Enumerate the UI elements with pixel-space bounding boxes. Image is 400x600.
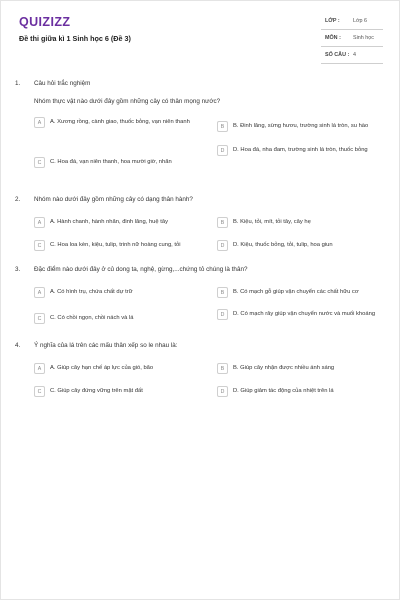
meta-label-subject: MÔN : (325, 35, 341, 41)
question-4 (1, 342, 400, 402)
option-letter: B (217, 121, 228, 132)
option-text: A. Hành chanh, hành nhãn, đinh lăng, huệ tây (50, 219, 168, 226)
option-letter: C (34, 386, 45, 397)
question-2 (1, 196, 400, 256)
option-text: C. Giúp cây đứng vững trên mặt đất (50, 388, 143, 395)
option-letter: D (217, 240, 228, 251)
meta-value-question-count: 4 (353, 52, 356, 58)
option-a[interactable] (34, 363, 214, 374)
option-d[interactable] (217, 145, 393, 156)
option-d[interactable] (217, 386, 393, 397)
option-letter: B (217, 363, 228, 374)
option-text: B. Đinh lăng, sừng hươu, trường sinh lá tròn, su hào (233, 123, 369, 130)
quizizz-logo: QUIZIZZ (19, 15, 71, 29)
question-text: Ý nghĩa của lá trên các mấu thân xếp so le nhau là: (34, 342, 178, 349)
option-text: A. Xương rồng, cành giao, thuốc bỏng, vạn niên thanh (50, 119, 190, 126)
question-section-label: Câu hỏi trắc nghiệm (34, 80, 91, 87)
meta-label-question-count: SỐ CÂU : (325, 52, 350, 58)
question-text: Đặc điểm nào dưới đây ở củ dong ta, nghệ, gừng,...chứng tỏ chúng là thân? (34, 266, 248, 273)
meta-value-class: Lớp 6 (353, 18, 368, 24)
question-text: Nhóm nào dưới đây gồm những cây có dạng thân hành? (34, 196, 193, 203)
option-text: A. Giúp cây hạn chế áp lực của gió, bão (50, 365, 154, 372)
option-letter: D (217, 386, 228, 397)
option-c[interactable] (34, 157, 214, 168)
option-text: C. Hoa đá, vạn niên thanh, hoa mười giờ, nhãn (50, 159, 172, 166)
option-c[interactable] (34, 313, 214, 324)
option-letter: D (217, 309, 228, 320)
meta-row-subject (321, 30, 383, 47)
option-letter: A (34, 363, 45, 374)
option-text: B. Kiệu, tỏi, mít, tỏi tây, cây hẹ (233, 219, 311, 226)
option-text: B. Có mạch gỗ giúp vận chuyển các chất hữu cơ (233, 289, 359, 296)
question-3 (1, 266, 400, 331)
option-a[interactable] (34, 287, 214, 298)
option-text: C. Hoa loa kèn, kiệu, tulip, trinh nữ hoàng cung, tỏi (50, 242, 181, 249)
option-text: A. Có hình trụ, chứa chất dự trữ (50, 289, 133, 296)
question-text: Nhóm thực vật nào dưới đây gồm những cây có thân mọng nước? (34, 98, 221, 105)
option-d[interactable] (217, 240, 393, 251)
option-a[interactable] (34, 217, 214, 228)
question-number: 2. (15, 196, 21, 203)
option-b[interactable] (217, 121, 393, 132)
option-b[interactable] (217, 287, 393, 298)
option-a[interactable] (34, 117, 214, 128)
option-letter: C (34, 313, 45, 324)
option-text: D. Giúp giảm tác động của nhiệt trên lá (233, 388, 334, 395)
option-b[interactable] (217, 217, 393, 228)
option-letter: D (217, 145, 228, 156)
option-text: D. Hoa đá, nha đam, trường sinh lá tròn, thuốc bỏng (233, 147, 368, 154)
option-letter: B (217, 217, 228, 228)
option-letter: A (34, 217, 45, 228)
option-letter: A (34, 287, 45, 298)
option-text: B. Giúp cây nhận được nhiều ánh sáng (233, 365, 335, 372)
question-number: 4. (15, 342, 21, 349)
option-letter: A (34, 117, 45, 128)
option-text: D. Kiệu, thuốc bỏng, tỏi, tulip, hoa giun (233, 242, 333, 249)
worksheet-title: Đề thi giữa kì 1 Sinh học 6 (Đề 3) (19, 34, 131, 43)
meta-table (321, 13, 383, 64)
option-c[interactable] (34, 386, 214, 397)
option-c[interactable] (34, 240, 214, 251)
option-letter: B (217, 287, 228, 298)
option-text: C. Có chồi ngọn, chồi nách và lá (50, 315, 134, 322)
option-letter: C (34, 157, 45, 168)
meta-value-subject: Sinh học (353, 35, 374, 41)
question-number: 1. (15, 80, 21, 87)
meta-row-question-count (321, 47, 383, 64)
option-d[interactable] (217, 309, 393, 320)
meta-row-class (321, 13, 383, 30)
meta-label-class: LỚP : (325, 18, 340, 24)
option-letter: C (34, 240, 45, 251)
question-number: 3. (15, 266, 21, 273)
option-b[interactable] (217, 363, 393, 374)
option-text: D. Có mạch rây giúp vận chuyển nước và muối khoáng (233, 311, 376, 318)
question-1 (1, 80, 400, 175)
